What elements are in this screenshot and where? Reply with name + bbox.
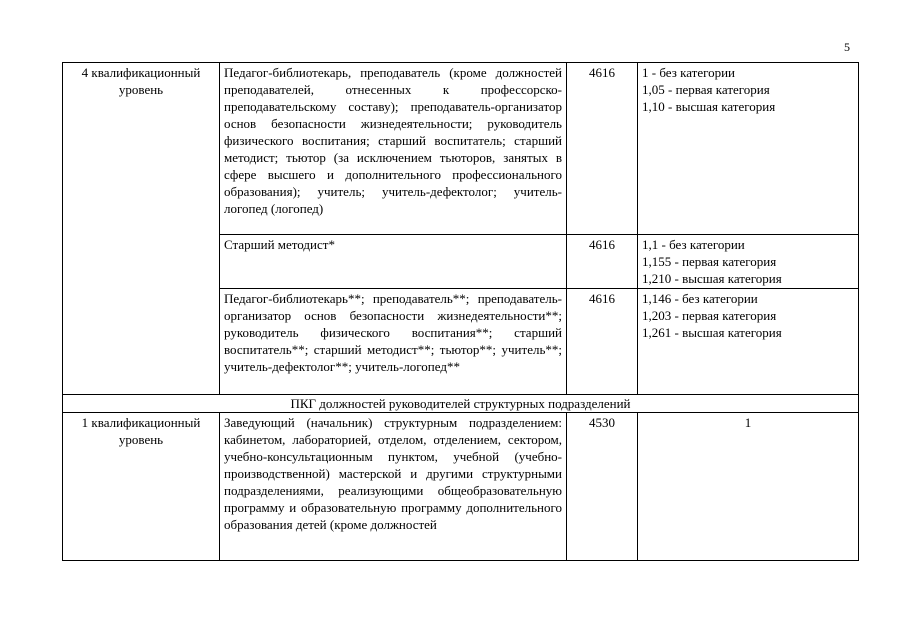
qualification-level-cell: 4 квалификационный уровень: [63, 63, 220, 395]
salary-cell: 4616: [567, 63, 638, 235]
positions-cell: Педагог-библиотекарь, преподаватель (кроме должностей преподавателей, отнесенных к профессорско-преподавательскому составу); преподаватель-организатор основ безопасности жизнедеятельности; руководитель физического воспитания; старший воспитатель; старший методист; тьютор (за исключением тьюторов, занятых в сфере высшего и дополнительного профессионального образования); учитель; учитель-дефектолог; учитель-логопед (логопед): [220, 63, 567, 235]
coefficient-line: 1,261 - высшая категория: [642, 325, 782, 340]
coefficients-cell: [638, 63, 859, 235]
coefficient-line: 1,146 - без категории: [642, 291, 758, 306]
table-row: [63, 63, 859, 235]
salary-table: [62, 62, 859, 561]
positions-cell: Педагог-библиотекарь**; преподаватель**; преподаватель-организатор основ безопасности жизнедеятельности**; руководитель физического воспитания**; старший воспитатель**; старший методист**; тьютор**; учитель**; учитель-дефектолог**; учитель-логопед**: [220, 289, 567, 395]
qualification-level-cell: 1 квалификационный уровень: [63, 413, 220, 561]
positions-cell: Заведующий (начальник) структурным подразделением: кабинетом, лабораторией, отделом, отделением, сектором, учебно-консультационным пунктом, учебной (учебно-производственной) мастерской и другими структурными подразделениями, реализующими общеобразовательную программу и образовательную программу дополнительного образования детей (кроме должностей: [220, 413, 567, 561]
salary-cell: 4530: [567, 413, 638, 561]
page-number: 5: [844, 40, 850, 54]
coefficients-cell: 1: [638, 413, 859, 561]
salary-cell: 4616: [567, 235, 638, 289]
salary-cell: 4616: [567, 289, 638, 395]
coefficient-line: 1,203 - первая категория: [642, 308, 777, 323]
section-header: ПКГ должностей руководителей структурных подразделений: [63, 395, 859, 413]
positions-cell: Старший методист*: [220, 235, 567, 289]
coefficient-line: 1 - без категории: [642, 65, 736, 80]
coefficient-line: 1,1 - без категории: [642, 237, 745, 252]
coefficient-line: 1,10 - высшая категория: [642, 99, 776, 114]
table-row: [63, 413, 859, 561]
coefficient-line: 1,05 - первая категория: [642, 82, 770, 97]
coefficients-cell: [638, 289, 859, 395]
section-header-row: [63, 395, 859, 413]
coefficient-line: 1,155 - первая категория: [642, 254, 777, 269]
coefficient-line: 1,210 - высшая категория: [642, 271, 782, 286]
coefficients-cell: [638, 235, 859, 289]
